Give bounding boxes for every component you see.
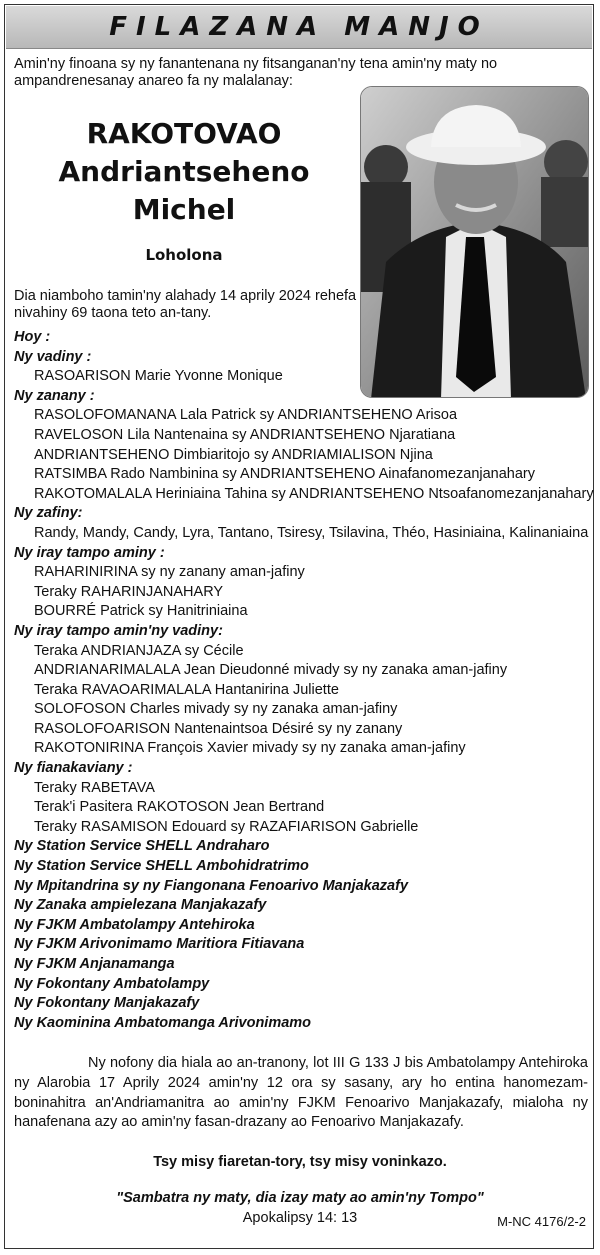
family-member: Teraky RABETAVA <box>34 779 155 796</box>
family-group-heading: Ny FJKM Anjanamanga <box>14 956 175 972</box>
death-notice: Dia niamboho tamin'ny alahady 14 aprily 2024 rehefa nivahiny 69 taona teto an-tany. <box>14 288 357 321</box>
family-group-heading: Hoy : <box>14 329 51 345</box>
family-member: RASOARISON Marie Yvonne Monique <box>34 368 283 385</box>
family-member: RAHARINIRINA sy ny zanany aman-jafiny <box>34 564 305 581</box>
family-group-heading: Ny zafiny: <box>14 505 83 522</box>
family-member: Teraka RAVAOARIMALALA Hantanirina Juliette <box>34 681 339 698</box>
family-member: RASOLOFOMANANA Lala Patrick sy ANDRIANTSEHENO Arisoa <box>34 407 458 424</box>
family-member: RAKOTONIRINA François Xavier mivady sy ny zanaka aman-jafiny <box>34 740 466 757</box>
family-member: RAKOTOMALALA Heriniaina Tahina sy ANDRIANTSEHENO Ntsoafanomezanjanahary <box>34 485 594 502</box>
family-member: ANDRIANARIMALALA Jean Dieudonné mivady sy ny zanaka aman-jafiny <box>34 662 508 679</box>
header-title: FILAZANA MANJO <box>109 12 489 42</box>
family-member: Terak'i Pasitera RAKOTOSON Jean Bertrand <box>34 799 325 816</box>
header-banner <box>6 6 592 49</box>
funeral-details: Ny nofony dia hiala ao an-tranony, lot III G 133 J bis Ambatolampy Antehiroka ny Alarobia 17 Aprily 2024 amin'ny 12 ora sy sasany, ary ho entina hanomezam-boninahitra an'Andriamanitra ao amin'ny FJKM Fenoarivo Manjakazafy, mialoha ny hanafenana azy ao amin'ny fasan-drazany ao Fenoarivo Manjakazafy. <box>14 1055 588 1131</box>
deceased-name-line: Andriantseheno <box>58 155 310 188</box>
footer-motto: Tsy misy fiaretan-tory, tsy misy voninkazo. <box>153 1154 447 1170</box>
footer-verse: Apokalipsy 14: 13 <box>242 1210 358 1226</box>
footer-quote: "Sambatra ny maty, dia izay maty ao amin'ny Tompo" <box>116 1190 484 1206</box>
family-member: Teraky RASAMISON Edouard sy RAZAFIARISON Gabrielle <box>34 818 419 835</box>
deceased-name-line: RAKOTOVAO <box>86 117 282 150</box>
family-member: RAVELOSON Lila Nantenaina sy ANDRIANTSEHENO Njaratiana <box>34 426 456 443</box>
family-group-heading: Ny fianakaviany : <box>14 760 133 777</box>
family-group-heading: Ny Station Service SHELL Andraharo <box>14 838 270 855</box>
family-group-heading: Ny iray tampo amin'ny vadiny: <box>14 622 223 639</box>
family-member: ANDRIANTSEHENO Dimbiaritojo sy ANDRIAMIALISON Njina <box>34 446 433 463</box>
family-member: RASOLOFOARISON Nantenaintsoa Désiré sy ny zanany <box>34 720 403 737</box>
family-group-heading: Ny Station Service SHELL Ambohidratrimo <box>14 858 309 875</box>
family-member: Teraka ANDRIANJAZA sy Cécile <box>34 642 244 659</box>
family-list <box>14 328 594 1033</box>
family-member: Teraky RAHARINJANAHARY <box>34 583 224 600</box>
family-group-heading: Ny Mpitandrina sy ny Fiangonana Fenoarivo Manjakazafy <box>14 877 409 894</box>
family-group-heading: Ny vadiny : <box>14 348 92 365</box>
family-group-heading: Ny Zanaka ampielezana Manjakazafy <box>14 897 267 914</box>
family-group-heading: Ny FJKM Arivonimamo Maritiora Fitiavana <box>14 936 305 953</box>
family-member: BOURRÉ Patrick sy Hanitriniaina <box>34 603 248 620</box>
reference-code: M-NC 4176/2-2 <box>497 1214 586 1229</box>
family-group-heading: Ny Fokontany Ambatolampy <box>14 975 210 992</box>
family-group-heading: Ny FJKM Ambatolampy Antehiroka <box>14 916 255 933</box>
family-group-heading: Ny Fokontany Manjakazafy <box>14 995 200 1012</box>
family-group-heading: Ny iray tampo aminy : <box>14 544 165 561</box>
deceased-name-line: Michel <box>132 193 236 226</box>
family-member: SOLOFOSON Charles mivady sy ny zanaka aman-jafiny <box>34 701 398 718</box>
family-member: RATSIMBA Rado Nambinina sy ANDRIANTSEHENO Ainafanomezanjanahary <box>34 466 536 483</box>
family-member: Randy, Mandy, Candy, Lyra, Tantano, Tsiresy, Tsilavina, Théo, Hasiniaina, Kalinaniaina <box>34 524 589 541</box>
deceased-title: Loholona <box>145 246 223 264</box>
family-group-heading: Ny Kaominina Ambatomanga Arivonimamo <box>14 1014 312 1031</box>
deceased-name <box>14 115 354 229</box>
family-group-heading: Ny zanany : <box>14 387 95 404</box>
intro-text: Amin'ny finoana sy ny fanantenana ny fitsanganan'ny tena amin'ny maty no ampandrenesanay anareo fa ny malalanay: <box>14 56 498 89</box>
